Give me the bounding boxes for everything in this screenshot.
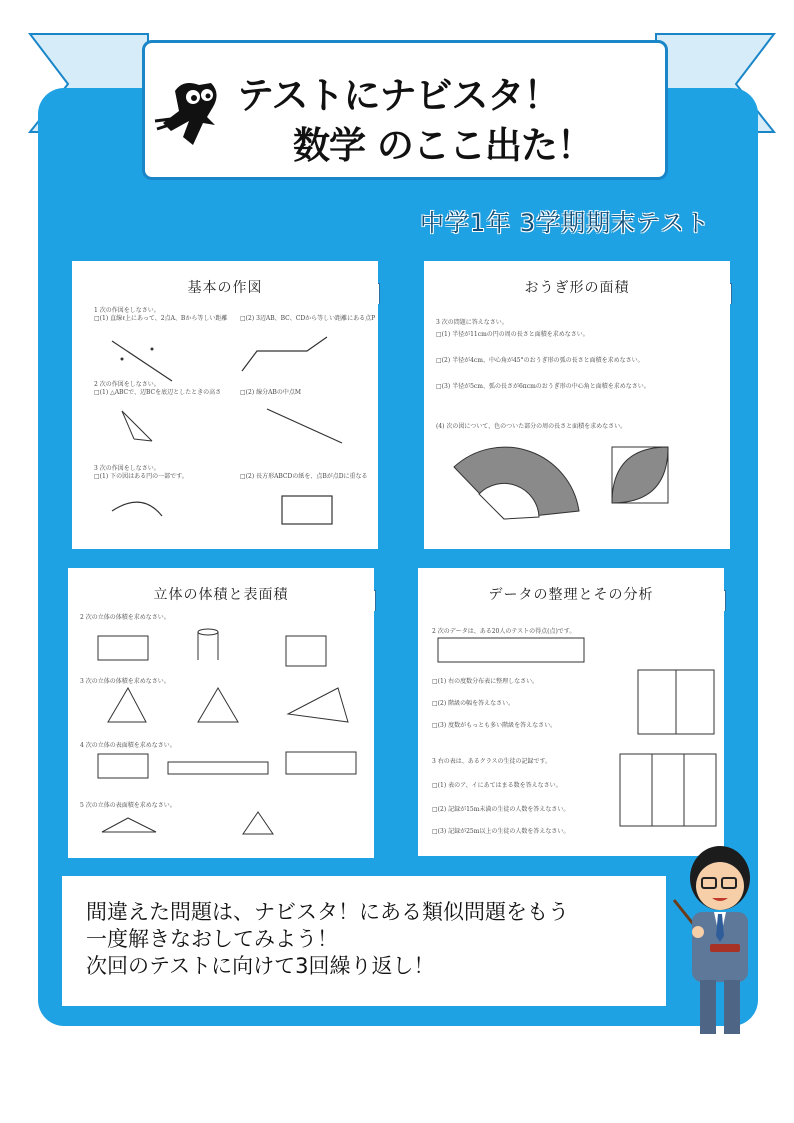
sector-figures bbox=[444, 439, 724, 539]
note-line-1: 間違えた問題は、ナビスタ！にある類似問題をもう bbox=[86, 900, 569, 924]
card-solids: 立体の体積と表面積 2 次の立体の体積を求めなさい。 3 次の立体の体積を求めなさい。 4 次の立体の表面積を求めなさい。 5 次の立体の表面積を求めなさい。 bbox=[68, 568, 374, 858]
card-title: 基本の作図 bbox=[187, 280, 263, 296]
title-banner bbox=[142, 40, 668, 180]
banner-title: テストにナビスタ！ bbox=[237, 74, 560, 117]
exam-label: 中学1年 3学期期末テスト bbox=[420, 209, 711, 237]
banner-subtitle: 数学 のここ出た！ bbox=[293, 124, 593, 167]
solid-figures bbox=[88, 622, 368, 850]
mascot-icon bbox=[153, 73, 233, 153]
teacher-icon bbox=[664, 840, 764, 1040]
card-title: データの整理とその分析 bbox=[488, 587, 654, 603]
construction-figures bbox=[92, 331, 362, 541]
card-data: データの整理とその分析 2 次のデータは、ある20人のテストの得点(点)です。 □(1) 右の度数分布表に整理しなさい。 □(2) 階級の幅を答えなさい。 □(3) 度数がもっとも多い階級を答えなさい。 3 右の表は、あるクラスの生徒の記録です。 □(1) 表のア、イにあてはまる数を答えなさい。 □(2) 記録が15m未満の生徒の人数を答えなさい。 □(3) 記録が25m以上の生徒の人数を答えなさい。 bbox=[418, 568, 724, 856]
card-sector: おうぎ形の面積 3 次の問題に答えなさい。 □(1) 半径が11cmの円の周の長さと面積を求めなさい。 □(2) 半径が4cm、中心角が45°のおうぎ形の弧の長さと面積を求めなさい。 □(3) 半径が5cm、弧の長さが6πcmのおうぎ形の中心角と面積を求めなさい。 (4) 次の図について、色のついた部分の周の長さと面積を求めなさい。 bbox=[424, 261, 730, 549]
note-line-3: 次回のテストに向けて3回繰り返し！ bbox=[86, 954, 435, 978]
card-construction: 基本の作図 1 次の作図をしなさい。 □(1) 直線ℓ上にあって、2点A、Bから等しい距離 □(2) 3辺AB、BC、CDから等しい距離にある点P 2 次の作図をしなさい。 □(1) △ABCで、辺BCを底辺としたときの高さ □(2) 線分ABの中点M 3 次の作図をしなさい。 □(1) 下の図はある円の一部です。 □(2) 長方形ABCDの紙を、点Bが点Dに重なる bbox=[72, 261, 378, 549]
card-title: おうぎ形の面積 bbox=[524, 280, 630, 296]
card-title: 立体の体積と表面積 bbox=[153, 587, 289, 603]
note-line-2: 一度解きなおしてみよう！ bbox=[86, 927, 338, 951]
review-note bbox=[62, 876, 666, 1006]
